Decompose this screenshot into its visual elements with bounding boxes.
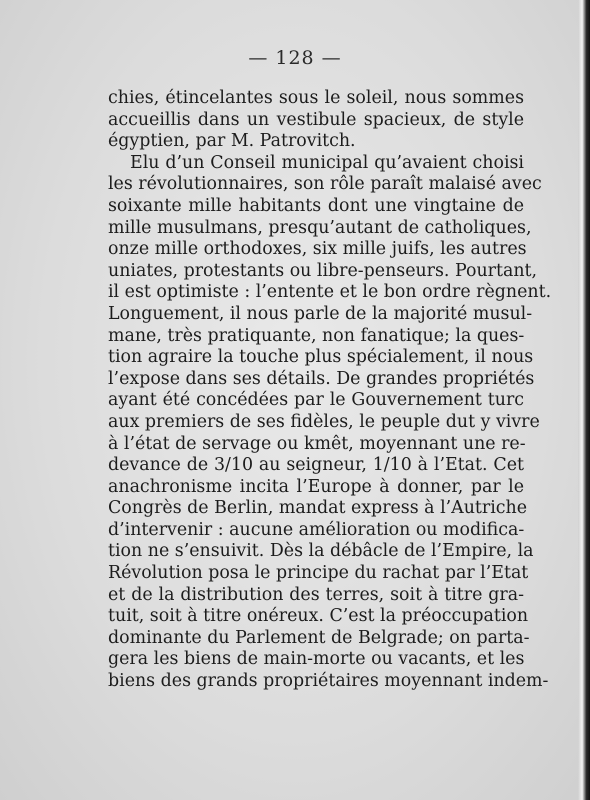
page-edge-shadow (578, 0, 590, 800)
text-line: ayant été concédées par le Gouvernement turc (108, 390, 524, 411)
text-line: dominante du Parlement de Belgrade; on parta- (108, 627, 530, 648)
text-line: gera les biens de main-morte ou vacants, et les (108, 649, 525, 670)
text-line: accueillis dans un vestibule spacieux, de style (108, 109, 524, 130)
text-line: il est optimiste : l’entente et le bon ordre règnent. (108, 282, 552, 303)
text-line: égyptien, par M. Patrovitch. (108, 131, 356, 152)
text-line: mille musulmans, presqu’autant de catholiques, (108, 217, 532, 238)
text-line: Révolution posa le principe du rachat par l’Etat (108, 563, 529, 584)
text-line: tion agraire la touche plus spécialement, il nous (108, 347, 534, 368)
text-line: d’intervenir : aucune amélioration ou modifica- (108, 519, 525, 540)
page-number: — 128 — (248, 47, 342, 69)
text-line: anachronisme incita l’Europe à donner, par le (108, 476, 524, 497)
text-line: Elu d’un Conseil municipal qu’avaient choisi (130, 152, 524, 173)
text-line: biens des grands propriétaires moyennant indem- (108, 671, 549, 692)
text-line: mane, très pratiquante, non fanatique; la ques- (108, 325, 525, 346)
text-line: uniates, protestants ou libre-penseurs. Pourtant, (108, 260, 538, 281)
text-line: Longuement, il nous parle de la majorité musul- (108, 303, 533, 324)
text-line: Congrès de Berlin, mandat express à l’Autriche (108, 498, 528, 519)
text-line: et de la distribution des terres, soit à titre gra- (108, 584, 524, 605)
text-line: onze mille orthodoxes, six mille juifs, les autres (108, 239, 527, 260)
text-line: devance de 3/10 au seigneur, 1/10 à l’Etat. Cet (108, 455, 524, 476)
text-line: tion ne s’ensuivit. Dès la débâcle de l’Empire, la (108, 541, 534, 562)
body-text (108, 88, 552, 693)
text-line: les révolutionnaires, son rôle paraît malaisé avec (108, 174, 542, 195)
text-line: soixante mille habitants dont une vingtaine de (108, 195, 524, 216)
text-line: aux premiers de ses fidèles, le peuple dut y vivre (108, 411, 540, 432)
text-line: l’expose dans ses détails. De grandes propriétés (108, 368, 535, 389)
text-line: tuit, soit à titre onéreux. C’est la préoccupation (108, 606, 529, 627)
text-line: chies, étincelantes sous le soleil, nous sommes (108, 88, 524, 108)
text-line: à l’état de servage ou kmêt, moyennant une re- (108, 433, 526, 454)
